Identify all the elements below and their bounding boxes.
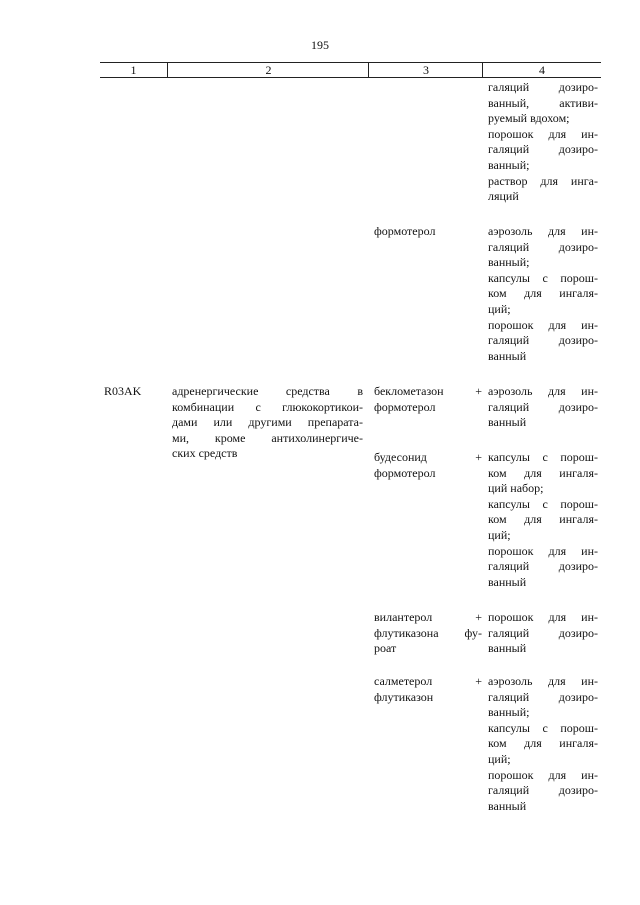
drug-name-budesonide-formoterol	[374, 450, 482, 481]
text-line: роат	[374, 641, 397, 656]
text-line: будесонид +	[374, 450, 482, 464]
text-line: ванный	[488, 798, 527, 813]
dosage-forms-formoterol	[488, 224, 598, 364]
text-line: R03AK	[104, 384, 142, 398]
text-line: капсулы с порош-	[488, 270, 598, 285]
form-line: руемый вдохом;	[488, 111, 570, 126]
text-line: галяций дозиро-	[488, 783, 598, 798]
drug-name-salmeterol-fluticasone	[374, 674, 482, 705]
text-line: аэрозоль для ин-	[488, 224, 598, 238]
column-header-3: 3	[368, 63, 483, 77]
text-line: ком для ингаля-	[488, 512, 598, 527]
text-line: ванный;	[488, 255, 530, 270]
atc-code-r03ak	[104, 384, 164, 400]
text-line: галяций дозиро-	[488, 625, 598, 640]
text-line: дами или другими препарата-	[172, 415, 363, 430]
text-line: аэрозоль для ин-	[488, 674, 598, 688]
text-line: беклометазон +	[374, 384, 482, 398]
text-line: аэрозоль для ин-	[488, 384, 598, 398]
text-line: формотерол	[374, 399, 436, 414]
text-line: ми, кроме антихолинергиче-	[172, 430, 363, 445]
form-line: ванный, активи-	[488, 95, 598, 110]
text-line: комбинации с глюкокортикои-	[172, 399, 363, 414]
pharmacological-group-r03ak	[172, 384, 363, 462]
text-line: адренергические средства в	[172, 384, 363, 398]
text-line: галяций дозиро-	[488, 689, 598, 704]
column-header-2: 2	[167, 63, 369, 77]
text-line: флутиказон	[374, 689, 434, 704]
text-line: ций набор;	[488, 481, 544, 496]
dosage-forms-vilanterol-fluticasone-furoate	[488, 610, 598, 657]
table-header	[100, 62, 601, 78]
text-line: ций;	[488, 751, 511, 766]
text-line: ванный;	[488, 705, 530, 720]
text-line: ских средств	[172, 446, 238, 461]
text-line: галяций дозиро-	[488, 239, 598, 254]
form-line: порошок для ин-	[488, 126, 598, 141]
text-line: галяций дозиро-	[488, 559, 598, 574]
text-line: ций;	[488, 301, 511, 316]
text-line: вилантерол +	[374, 610, 482, 624]
form-line: галяций дозиро-	[488, 80, 598, 94]
text-line: галяций дозиро-	[488, 399, 598, 414]
text-line: салметерол +	[374, 674, 482, 688]
text-line: ванный	[488, 574, 527, 589]
drug-name-vilanterol-fluticasone-furoate	[374, 610, 482, 657]
page-number: 195	[311, 38, 329, 52]
text-line: ванный	[488, 641, 527, 656]
text-line: формотерол	[374, 465, 436, 480]
form-line: раствор для инга-	[488, 173, 598, 188]
column-header-4: 4	[482, 63, 601, 77]
column-header-1: 1	[130, 63, 137, 77]
text-line: капсулы с порош-	[488, 496, 598, 511]
text-line: капсулы с порош-	[488, 720, 598, 735]
dosage-forms-budesonide-formoterol	[488, 450, 598, 590]
dosage-forms-beclometasone-formoterol	[488, 384, 598, 431]
drug-name-formoterol	[374, 224, 482, 240]
text-line: ком для ингаля-	[488, 465, 598, 480]
form-line: ванный;	[488, 157, 530, 172]
text-line: капсулы с порош-	[488, 450, 598, 464]
text-line: порошок для ин-	[488, 610, 598, 624]
text-line: ванный	[488, 415, 527, 430]
text-line: флутиказона фу-	[374, 625, 482, 640]
drug-name-beclometasone-formoterol	[374, 384, 482, 415]
text-line: формотерол	[374, 224, 436, 238]
text-line: ком для ингаля-	[488, 736, 598, 751]
form-line: галяций дозиро-	[488, 142, 598, 157]
text-line: порошок для ин-	[488, 317, 598, 332]
dosage-forms-continued	[488, 80, 598, 205]
text-line: порошок для ин-	[488, 543, 598, 558]
form-line: ляций	[488, 189, 519, 204]
text-line: галяций дозиро-	[488, 333, 598, 348]
text-line: ванный	[488, 348, 527, 363]
text-line: ком для ингаля-	[488, 286, 598, 301]
text-line: ций;	[488, 527, 511, 542]
text-line: порошок для ин-	[488, 767, 598, 782]
dosage-forms-salmeterol-fluticasone	[488, 674, 598, 814]
